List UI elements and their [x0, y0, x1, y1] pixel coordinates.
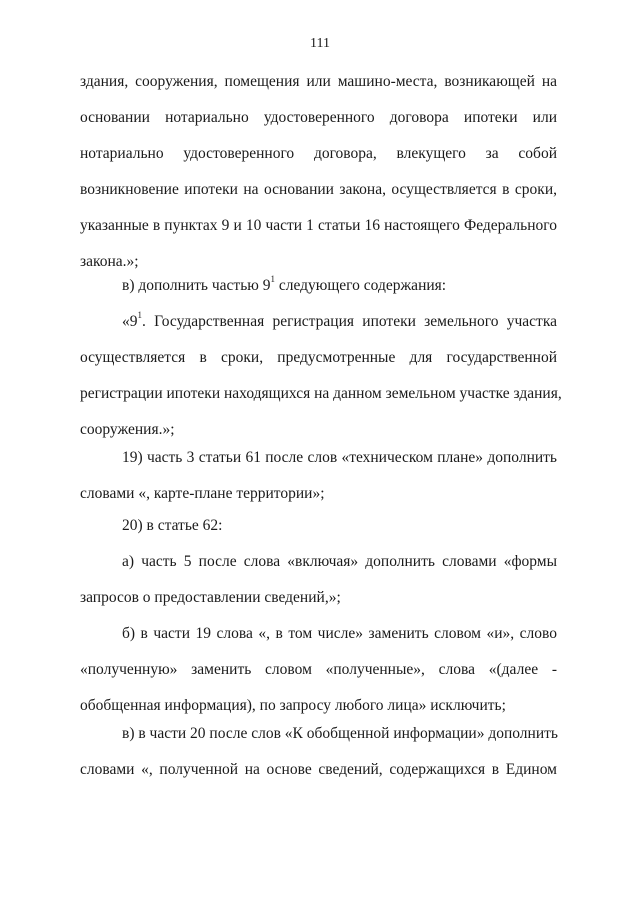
text-line: здания, сооружения, помещения или машино-места, возникающей на	[80, 73, 557, 90]
paragraph-subitem-a	[80, 544, 557, 616]
text-line: словами «, карте-плане территории»;	[80, 485, 325, 502]
text-line: «полученную» заменить словом «полученные», слова «(далее -	[80, 661, 557, 678]
text-line: в) в части 20 после слов «К обобщенной информации» дополнить	[122, 725, 558, 742]
paragraph-item-19	[80, 440, 557, 512]
page-number: 111	[310, 36, 330, 51]
text-line: сооружения.»;	[80, 421, 175, 438]
text-line: 19) часть 3 статьи 61 после слов «техническом плане» дополнить	[122, 449, 557, 466]
text-line: регистрации ипотеки находящихся на данном земельном участке здания,	[80, 385, 562, 402]
superscript: 1	[137, 309, 142, 320]
text-line: закона.»;	[80, 253, 139, 270]
paragraph-add-part-9-1	[80, 268, 557, 304]
text-line: указанные в пунктах 9 и 10 части 1 статьи 16 настоящего Федерального	[80, 217, 557, 234]
text-line: запросов о предоставлении сведений,»;	[80, 589, 341, 606]
paragraph-mortgage-registration-terms	[80, 64, 557, 280]
text-line: а) часть 5 после слова «включая» дополнить словами «формы	[122, 553, 557, 570]
paragraph-subitem-b	[80, 616, 557, 724]
text-line: осуществляется в сроки, предусмотренные для государственной	[80, 349, 557, 366]
text-line: «$9^1$. Государственная регистрация ипотеки земельного участка	[122, 309, 557, 330]
text-line: 20) в статье 62:	[122, 517, 223, 534]
paragraph-part-9-1-content	[80, 304, 562, 448]
text-line: возникновение ипотеки на основании закона, осуществляется в сроки,	[80, 181, 557, 198]
text-line: словами «, полученной на основе сведений, содержащихся в Едином	[80, 761, 557, 778]
superscript: 1	[270, 273, 275, 284]
text-line: нотариально удостоверенного договора, влекущего за собой	[80, 145, 557, 162]
paragraph-subitem-v	[80, 716, 557, 788]
paragraph-item-20	[80, 508, 557, 544]
text-line: б) в части 19 слова «, в том числе» заменить словом «и», слово	[122, 625, 557, 642]
text-line: в) дополнить частью $9^1$ следующего содержания:	[122, 273, 447, 294]
text-line: обобщенная информация), по запросу любого лица» исключить;	[80, 697, 506, 714]
text-line: основании нотариально удостоверенного договора ипотеки или	[80, 109, 557, 126]
